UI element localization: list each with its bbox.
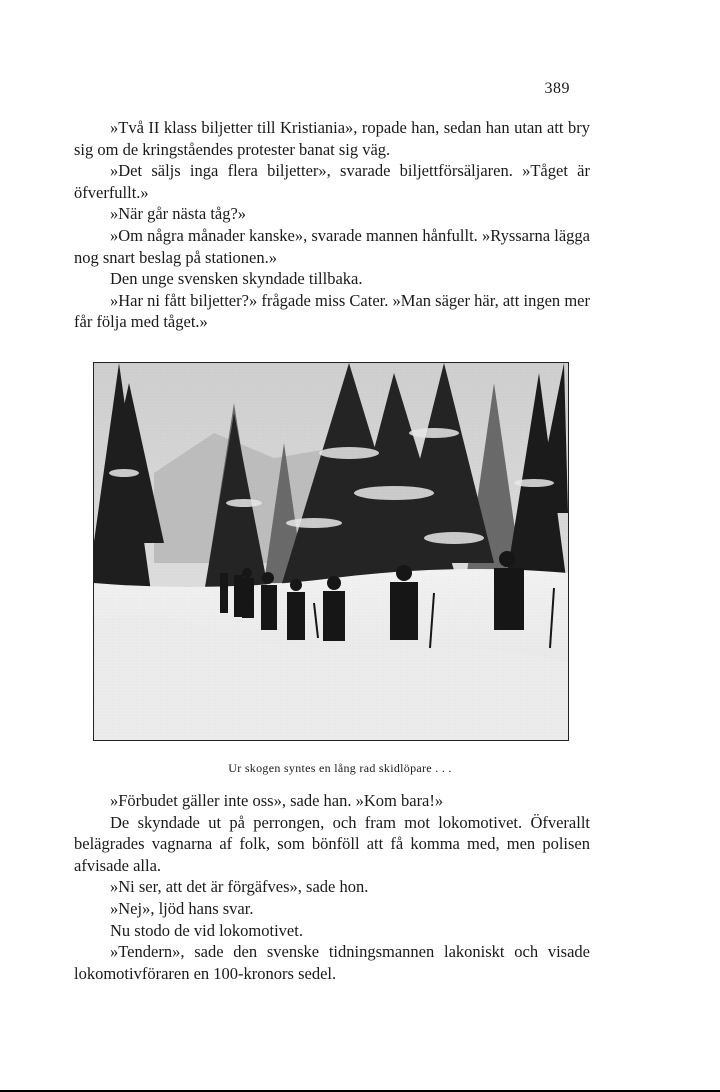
photograph-skiers-in-snowy-forest (93, 362, 569, 741)
paragraph: Den unge svensken skyndade tillbaka. (110, 269, 363, 289)
photo-illustration (94, 363, 568, 740)
paragraph: »Ni ser, att det är förgäfves», sade hon. (110, 877, 369, 897)
paragraph: »Tendern», sade den svenske tidningsmannen lakoniskt och visade lokomotivföraren en 100-kronors sedel. (74, 942, 590, 983)
photo-caption: Ur skogen syntes en lång rad skidlöpare . . . (228, 761, 452, 775)
text-block-bottom (74, 790, 590, 984)
paragraph: »När går nästa tåg?» (110, 204, 247, 224)
page-number: 389 (544, 80, 570, 97)
paragraph: »Det säljs inga flera biljetter», svarade biljettförsäljaren. »Tåget är öfverfullt.» (74, 161, 590, 202)
paragraph: »Nej», ljöd hans svar. (110, 898, 254, 918)
paragraph: »Om några månader kanske», svarade mannen hånfullt. »Ryssarna lägga nog snart beslag på stationen.» (74, 225, 590, 267)
paragraph: Nu stodo de vid lokomotivet. (110, 920, 303, 940)
text-block-top (74, 117, 590, 333)
paragraph: »Har ni fått biljetter?» frågade miss Cater. »Man säger här, att ingen mer får följa med tåget.» (74, 290, 590, 332)
paragraph: »Förbudet gäller inte oss», sade han. »Kom bara!» (110, 791, 444, 810)
paragraph: De skyndade ut på perrongen, och fram mot lokomotivet. Öfverallt belägrades vagnarna af folk, som bönföll att få komma med, men polisen afvisade alla. (74, 812, 590, 875)
paragraph: »Två II klass biljetter till Kristiania», ropade han, sedan han utan att bry sig om de kringståendes protester banat sig väg. (74, 118, 590, 159)
